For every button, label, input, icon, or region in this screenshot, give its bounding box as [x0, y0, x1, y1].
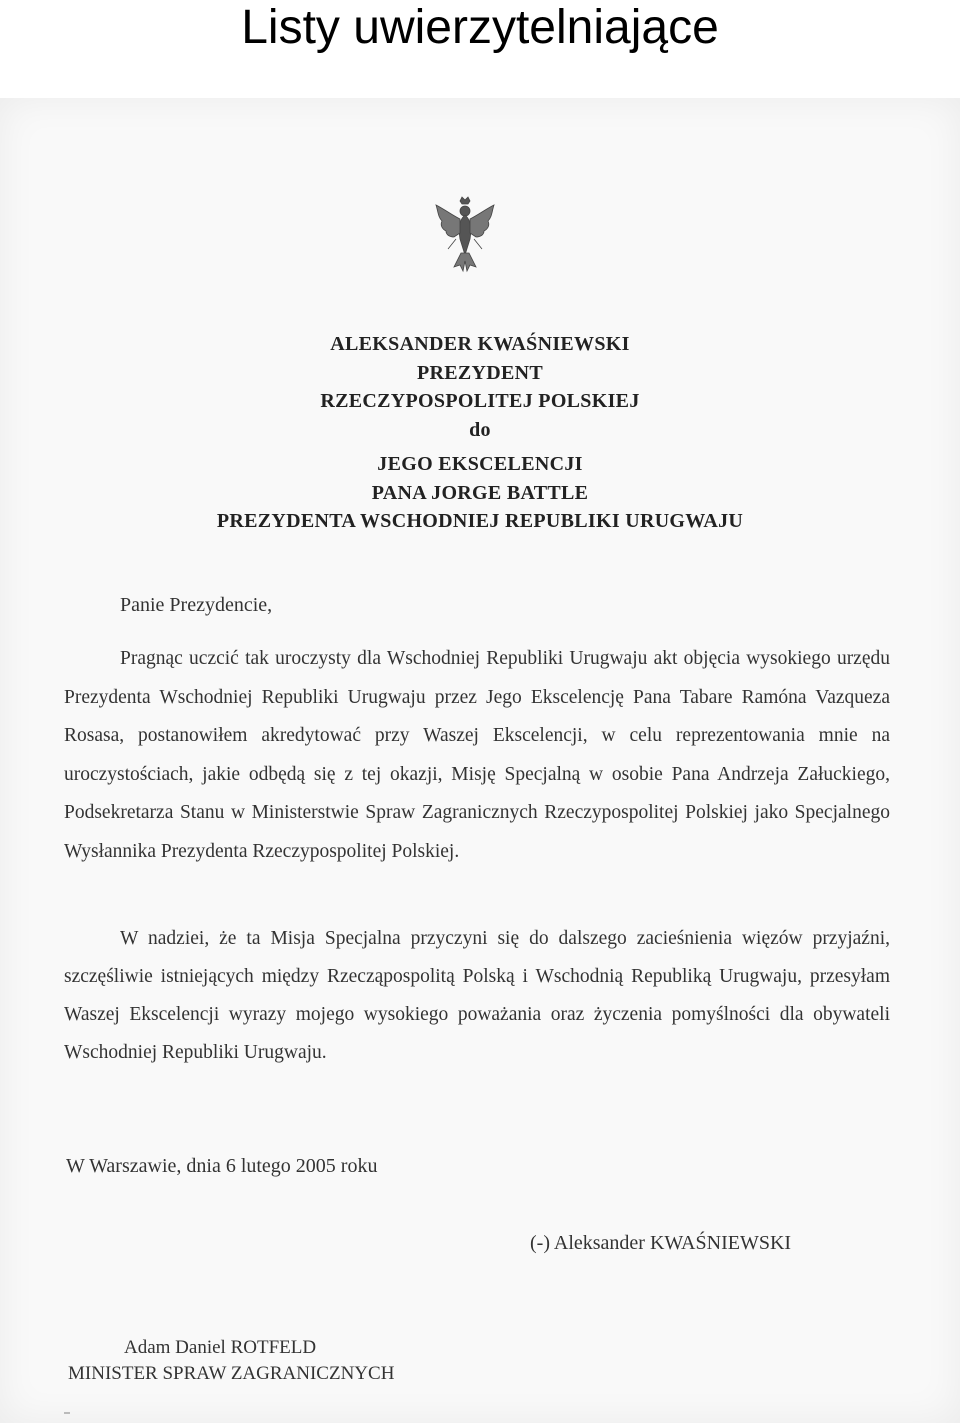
scan-speck [64, 1412, 70, 1414]
recipient-honorific: JEGO EKSCELENCJI [377, 453, 583, 475]
sender-name: ALEKSANDER KWAŚNIEWSKI [330, 333, 630, 355]
body-paragraph-2: W nadziei, że ta Misja Specjalna przyczyni się do dalszego zacieśnienia więzów przyjaźni, szczęśliwie istniejących między Rzecząpospolitą Polską i Wschodnią Republiką Urugwaju, przesyłam Waszej Ekscelencji wyrazy mojego wysokiego poważania oraz życzenia pomyślności dla obywateli Wschodniej Republiki Urugwaju. [64, 928, 890, 1063]
polish-eagle-emblem-icon [430, 195, 500, 275]
countersignature [68, 1335, 394, 1387]
recipient-title: PREZYDENTA WSCHODNIEJ REPUBLIKI URUGWAJU [216, 510, 744, 532]
minister-title: MINISTER SPRAW ZAGRANICZNYCH [68, 1363, 395, 1384]
letter-header [0, 330, 960, 536]
signature: (-) Aleksander KWAŚNIEWSKI [530, 1232, 792, 1254]
minister-name: Adam Daniel ROTFELD [124, 1337, 317, 1358]
connector: do [469, 418, 491, 441]
salutation: Panie Prezydencie, [120, 594, 273, 616]
place-date: W Warszawie, dnia 6 lutego 2005 roku [66, 1155, 378, 1177]
sender-country: RZECZYPOSPOLITEJ POLSKIEJ [320, 390, 640, 412]
slide-title: Listy uwierzytelniające [241, 1, 719, 54]
body-paragraph-1: Pragnąc uczcić tak uroczysty dla Wschodniej Republiki Urugwaju akt objęcia wysokiego urzędu Prezydenta Wschodniej Republiki Urugwaju przez Jego Ekscelencję Pana Tabare Ramóna Vazqueza Rosasa, postanowiłem akredytować przy Waszej Ekscelencji, w celu reprezentowania mnie na uroczystościach, jakie odbędą się z tej okazji, Misję Specjalną w osobie Pana Andrzeja Załuckiego, Podsekretarza Stanu w Ministerstwie Spraw Zagranicznych Rzeczypospolitej Polskiej jako Specjalnego Wysłannika Prezydenta Rzeczypospolitej Polskiej. [64, 648, 890, 862]
recipient-name: PANA JORGE BATTLE [371, 481, 589, 504]
sender-title: PREZYDENT [416, 361, 544, 384]
